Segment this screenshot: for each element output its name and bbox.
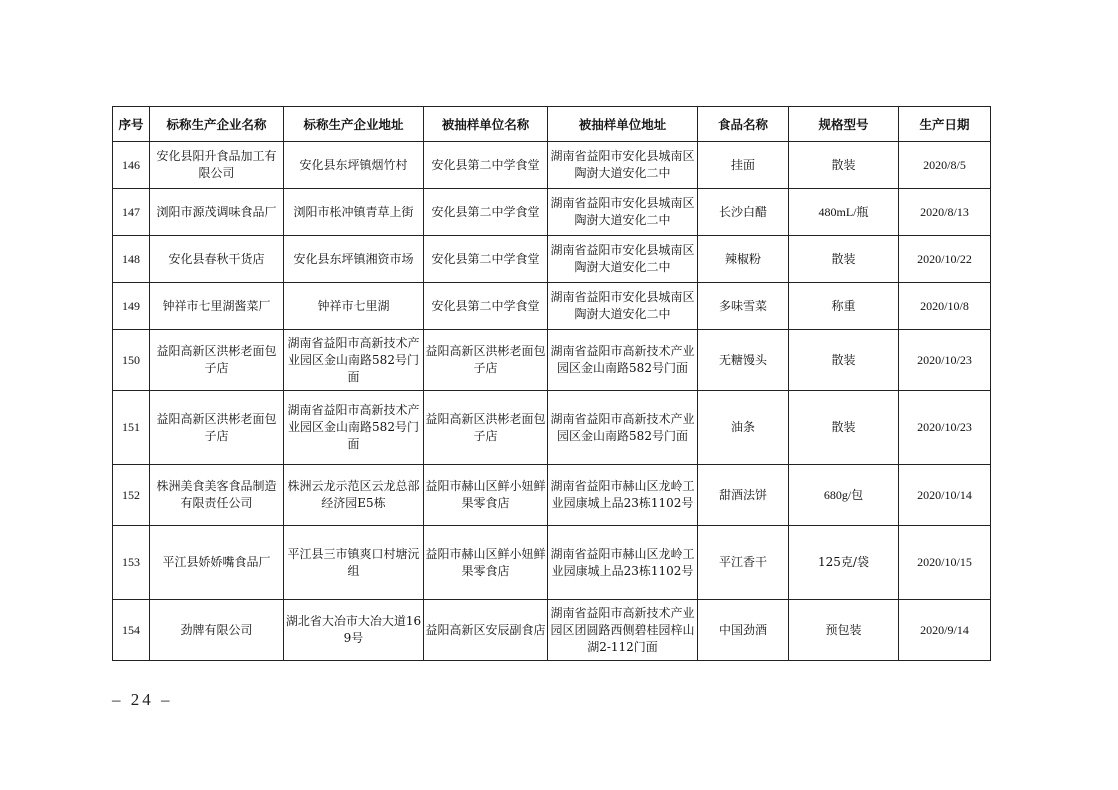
cell-serial-no: 148: [113, 236, 150, 283]
cell-production-date: 2020/10/22: [899, 236, 991, 283]
cell-production-date: 2020/8/13: [899, 189, 991, 236]
cell-food-name: 长沙白醋: [698, 189, 789, 236]
cell-manufacturer-address: 湖北省大冶市大冶大道169号: [284, 600, 424, 661]
header-sampled-unit-address: 被抽样单位地址: [548, 107, 698, 142]
cell-food-name: 中国劲酒: [698, 600, 789, 661]
header-manufacturer-name: 标称生产企业名称: [150, 107, 284, 142]
cell-sampled-unit-name: 益阳高新区安辰副食店: [424, 600, 548, 661]
cell-specification: 125克/袋: [789, 526, 899, 600]
cell-manufacturer-name: 浏阳市源茂调味食品厂: [150, 189, 284, 236]
cell-sampled-unit-address: 湖南省益阳市安化县城南区陶澍大道安化二中: [548, 283, 698, 330]
cell-production-date: 2020/10/23: [899, 391, 991, 465]
cell-food-name: 油条: [698, 391, 789, 465]
cell-specification: 预包装: [789, 600, 899, 661]
cell-sampled-unit-name: 益阳高新区洪彬老面包子店: [424, 391, 548, 465]
cell-specification: 散装: [789, 236, 899, 283]
table-row: [113, 526, 991, 600]
table-row: [113, 236, 991, 283]
cell-serial-no: 150: [113, 330, 150, 391]
cell-sampled-unit-name: 益阳高新区洪彬老面包子店: [424, 330, 548, 391]
table-header-row: [113, 107, 991, 142]
cell-sampled-unit-address: 湖南省益阳市赫山区龙岭工业园康城上品23栋1102号: [548, 526, 698, 600]
cell-food-name: 平江香干: [698, 526, 789, 600]
cell-specification: 680g/包: [789, 465, 899, 526]
cell-specification: 散装: [789, 142, 899, 189]
cell-specification: 散装: [789, 391, 899, 465]
table-row: [113, 283, 991, 330]
header-specification: 规格型号: [789, 107, 899, 142]
cell-sampled-unit-address: 湖南省益阳市高新技术产业园区金山南路582号门面: [548, 391, 698, 465]
cell-food-name: 甜酒法饼: [698, 465, 789, 526]
cell-sampled-unit-address: 湖南省益阳市安化县城南区陶澍大道安化二中: [548, 189, 698, 236]
cell-food-name: 无糖馒头: [698, 330, 789, 391]
cell-manufacturer-name: 钟祥市七里湖酱菜厂: [150, 283, 284, 330]
cell-sampled-unit-name: 益阳市赫山区鲜小妞鲜果零食店: [424, 465, 548, 526]
cell-manufacturer-address: 湖南省益阳市高新技术产业园区金山南路582号门面: [284, 330, 424, 391]
cell-sampled-unit-name: 安化县第二中学食堂: [424, 189, 548, 236]
cell-sampled-unit-name: 安化县第二中学食堂: [424, 142, 548, 189]
cell-manufacturer-name: 劲牌有限公司: [150, 600, 284, 661]
cell-production-date: 2020/10/23: [899, 330, 991, 391]
cell-manufacturer-address: 安化县东坪镇烟竹村: [284, 142, 424, 189]
table-row: [113, 330, 991, 391]
cell-sampled-unit-name: 安化县第二中学食堂: [424, 283, 548, 330]
table-row: [113, 189, 991, 236]
cell-serial-no: 149: [113, 283, 150, 330]
cell-food-name: 多味雪菜: [698, 283, 789, 330]
header-production-date: 生产日期: [899, 107, 991, 142]
header-food-name: 食品名称: [698, 107, 789, 142]
cell-manufacturer-name: 株洲美食美客食品制造有限责任公司: [150, 465, 284, 526]
cell-manufacturer-address: 浏阳市枨冲镇青草上街: [284, 189, 424, 236]
cell-production-date: 2020/8/5: [899, 142, 991, 189]
cell-serial-no: 146: [113, 142, 150, 189]
cell-manufacturer-name: 安化县阳升食品加工有限公司: [150, 142, 284, 189]
cell-food-name: 辣椒粉: [698, 236, 789, 283]
cell-sampled-unit-name: 益阳市赫山区鲜小妞鲜果零食店: [424, 526, 548, 600]
cell-manufacturer-address: 平江县三市镇爽口村塘沅组: [284, 526, 424, 600]
cell-manufacturer-address: 湖南省益阳市高新技术产业园区金山南路582号门面: [284, 391, 424, 465]
cell-manufacturer-name: 平江县娇娇嘴食品厂: [150, 526, 284, 600]
cell-manufacturer-name: 安化县春秋干货店: [150, 236, 284, 283]
cell-production-date: 2020/10/8: [899, 283, 991, 330]
table-row: [113, 600, 991, 661]
cell-sampled-unit-address: 湖南省益阳市安化县城南区陶澍大道安化二中: [548, 142, 698, 189]
cell-specification: 480mL/瓶: [789, 189, 899, 236]
cell-serial-no: 153: [113, 526, 150, 600]
cell-production-date: 2020/9/14: [899, 600, 991, 661]
table-row: [113, 142, 991, 189]
cell-sampled-unit-address: 湖南省益阳市赫山区龙岭工业园康城上品23栋1102号: [548, 465, 698, 526]
header-serial-no: 序号: [113, 107, 150, 142]
cell-serial-no: 152: [113, 465, 150, 526]
cell-serial-no: 147: [113, 189, 150, 236]
page-number: – 24 –: [112, 690, 173, 709]
cell-production-date: 2020/10/15: [899, 526, 991, 600]
cell-manufacturer-name: 益阳高新区洪彬老面包子店: [150, 391, 284, 465]
cell-sampled-unit-address: 湖南省益阳市高新技术产业园区金山南路582号门面: [548, 330, 698, 391]
header-sampled-unit-name: 被抽样单位名称: [424, 107, 548, 142]
table-row: [113, 465, 991, 526]
cell-food-name: 挂面: [698, 142, 789, 189]
table-row: [113, 391, 991, 465]
cell-production-date: 2020/10/14: [899, 465, 991, 526]
cell-manufacturer-address: 安化县东坪镇湘资市场: [284, 236, 424, 283]
food-sampling-table: [112, 106, 991, 661]
cell-sampled-unit-name: 安化县第二中学食堂: [424, 236, 548, 283]
cell-sampled-unit-address: 湖南省益阳市安化县城南区陶澍大道安化二中: [548, 236, 698, 283]
cell-serial-no: 151: [113, 391, 150, 465]
cell-serial-no: 154: [113, 600, 150, 661]
cell-manufacturer-address: 钟祥市七里湖: [284, 283, 424, 330]
cell-specification: 称重: [789, 283, 899, 330]
cell-manufacturer-address: 株洲云龙示范区云龙总部经济园E5栋: [284, 465, 424, 526]
header-manufacturer-address: 标称生产企业地址: [284, 107, 424, 142]
cell-sampled-unit-address: 湖南省益阳市高新技术产业园区团圆路西侧碧桂园梓山湖2-112门面: [548, 600, 698, 661]
cell-specification: 散装: [789, 330, 899, 391]
cell-manufacturer-name: 益阳高新区洪彬老面包子店: [150, 330, 284, 391]
